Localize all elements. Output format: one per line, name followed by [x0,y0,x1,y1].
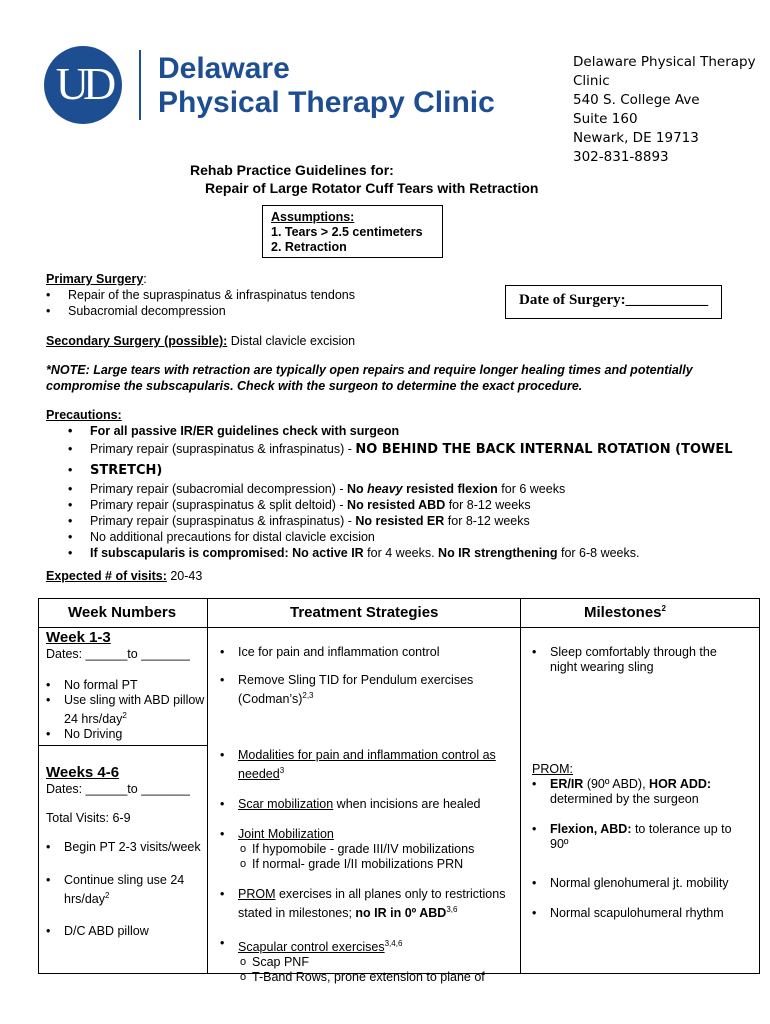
dates-field[interactable]: Dates: ______to _______ [46,782,190,796]
weeks-4-6-title: Weeks 4-6 [46,764,120,781]
visits-value: 20-43 [166,569,203,583]
footnote: 3,6 [446,905,458,915]
footnote: 2,3 [302,691,314,700]
precaution-text: Primary repair (supraspinatus & infraspinatus) - [90,442,356,456]
list-item: • Subacromial decompression [46,303,355,319]
list-item [46,873,206,907]
week-1-3-cell [46,629,206,742]
assumption-item: 1. Tears > 2.5 centimeters [271,225,423,239]
header-milestones [584,604,666,621]
list-item: • No formal PT [46,678,206,693]
list-item: • Repair of the supraspinatus & infraspinatus tendons [46,287,355,303]
footnote: 2 [122,711,127,720]
list-item: • D/C ABD pillow [46,924,206,939]
precaution-emphasis: STRETCH) [90,463,163,478]
list-item [220,827,510,872]
list-item-text: (90º ABD), [583,777,650,791]
precaution-text: for 6-8 weeks. [557,546,640,560]
note-line: compromise the subscapularis. Check with the surgeon to determine the exact procedure. [46,379,583,393]
precaution-item [68,439,733,460]
logo-title-line1: Delaware [158,52,290,85]
logo-divider [139,50,141,120]
list-item-emphasis: HOR ADD: [649,777,712,791]
dates-field[interactable]: Dates: ______to _______ [46,647,190,661]
table-divider [520,598,521,974]
list-item-text: Scapular control exercises [238,940,385,955]
list-item [220,887,510,921]
list-item-text: Joint Mobilization [238,827,334,842]
week-1-3-treatments [220,645,510,707]
list-item [532,822,732,852]
primary-surgery-label: Primary Surgery [46,272,144,286]
clinic-address [573,53,756,167]
precaution-emphasis: heavy [367,482,403,496]
precaution-text: for 8-12 weeks [445,498,531,512]
secondary-surgery [46,333,355,349]
precaution-text: Primary repair (supraspinatus & split deltoid) - [90,498,348,512]
precaution-emphasis: No [347,482,368,496]
list-item: • Normal scapulohumeral rhythm [532,906,732,921]
page-subtitle: Repair of Large Rotator Cuff Tears with Retraction [205,180,539,196]
list-item [46,693,206,727]
address-line: Delaware Physical Therapy [573,54,756,70]
date-of-surgery-field[interactable]: Date of Surgery:___________ [505,285,722,319]
precaution-item [68,481,733,497]
precaution-item: • For all passive IR/ER guidelines check with surgeon [68,423,733,439]
sub-item: o T-Band Rows, prone extension to plane of [238,970,510,985]
address-line: Clinic [573,73,610,89]
primary-surgery-section [46,271,355,319]
precaution-text: for 8-12 weeks [444,514,530,528]
list-item: • No Driving [46,727,206,742]
weeks-4-6-treatments [220,748,510,985]
list-item-text: Use sling with ABD pillow 24 hrs/day [64,693,205,727]
table-header-divider [38,627,760,628]
precaution-item: • No additional precautions for distal clavicle excision [68,529,733,545]
list-item-text: Modalities for pain and inflammation control as needed [238,748,496,782]
list-item-text: exercises in all planes only to restrictions stated in milestones; [238,887,506,921]
footnote: 2 [661,604,666,613]
list-item: • Sleep comfortably through the night wearing sling [532,645,732,675]
list-item [532,777,732,807]
precaution-emphasis: : No active IR [284,546,364,560]
header-week-numbers: Week Numbers [68,604,177,621]
assumption-item: 2. Retraction [271,240,347,254]
precautions-section [46,407,733,561]
precaution-text: Primary repair (supraspinatus & infraspinatus) - [90,514,356,528]
list-item-text: Remove Sling TID for Pendulum exercises (Codman’s) [238,673,474,707]
primary-surgery-colon: : [143,272,147,286]
precaution-emphasis: No resisted ER [355,514,445,528]
assumptions-box [262,205,443,258]
list-item-text: determined by the surgeon [550,792,699,806]
list-item [220,673,510,707]
address-line: Newark, DE 19713 [573,130,699,146]
list-item-emphasis: Flexion, ABD: [550,822,632,836]
precaution-text: for 4 weeks. [363,546,439,560]
list-item [220,748,510,782]
secondary-surgery-label: Secondary Surgery (possible): [46,334,228,348]
precaution-text: for 6 weeks [497,482,566,496]
logo-title-line2: Physical Therapy Clinic [158,86,495,119]
table-row-divider [38,745,208,746]
week-1-3-title: Week 1-3 [46,629,111,646]
assumptions-heading: Assumptions: [271,210,355,224]
sub-item: o If hypomobile - grade III/IV mobilizations [238,842,510,857]
list-item [220,936,510,985]
visits-label: Expected # of visits: [46,569,167,583]
list-item: • Ice for pain and inflammation control [220,645,510,660]
sub-item: o Scap PNF [238,955,510,970]
secondary-surgery-value: Distal clavicle excision [227,334,356,348]
precaution-text: Primary repair (subacromial decompression) - [90,482,348,496]
list-item-text: PROM [238,887,276,902]
table-divider [207,598,208,974]
precaution-emphasis: No resisted ABD [347,498,446,512]
footnote: 3 [279,766,285,775]
page-title: Rehab Practice Guidelines for: [190,162,394,178]
sub-item: o If normal- grade I/II mobilizations PRN [238,857,510,872]
header-treatment-strategies: Treatment Strategies [290,604,439,621]
list-item: • Normal glenohumeral jt. mobility [532,876,732,891]
address-line: 540 S. College Ave [573,92,700,108]
list-item-emphasis: ER/IR [550,777,584,791]
precaution-item [68,545,733,561]
list-item-text: Continue sling use 24 hrs/day [64,873,185,907]
list-item-text: to tolerance up to 90º [550,822,732,851]
list-item [220,797,510,812]
precaution-emphasis: If subscapularis is compromised [90,546,285,560]
weeks-4-6-cell [46,764,206,939]
note-line: *NOTE: Large tears with retraction are typically open repairs and require longer healing times and potentially [46,363,693,377]
note [46,362,693,394]
address-line: Suite 160 [573,111,638,127]
header-milestones-text: Milestones [584,604,662,621]
footnote: 3,4,6 [384,939,403,949]
precaution-item-cont [68,460,733,481]
precaution-item [68,513,733,529]
prom-label: PROM: [532,762,573,776]
expected-visits [46,568,202,584]
precaution-emphasis: No IR strengthening [438,546,558,560]
address-line: 302-831-8893 [573,149,669,165]
list-item: • Begin PT 2-3 visits/week [46,840,206,855]
logo-monogram: UD [55,58,111,109]
footnote: 2 [105,891,110,900]
precautions-label: Precautions: [46,408,122,422]
week-1-3-milestones [532,645,732,675]
precaution-emphasis: NO BEHIND THE BACK INTERNAL ROTATION (TOWEL [355,442,733,457]
weeks-4-6-milestones [532,762,732,921]
ud-logo [44,46,122,124]
list-item-text: Scar mobilization [238,797,334,812]
list-item-text: when incisions are healed [333,797,481,812]
precaution-emphasis: resisted flexion [402,482,498,496]
precaution-item [68,497,733,513]
total-visits: Total Visits: 6-9 [46,811,131,825]
list-item-emphasis: no IR in 0º ABD [355,906,447,921]
